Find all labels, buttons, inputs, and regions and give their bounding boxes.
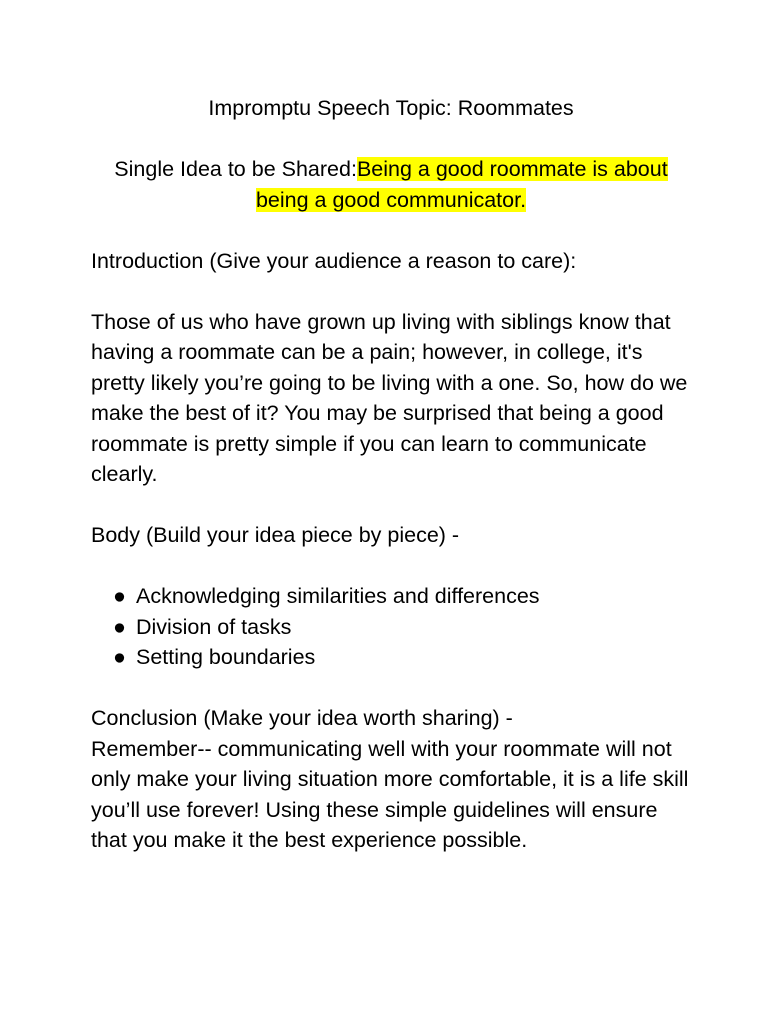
spacer <box>91 673 691 704</box>
spacer <box>91 490 691 521</box>
bullet-icon: ● <box>113 645 126 669</box>
spacer <box>91 124 691 155</box>
body-bullet-list <box>91 581 691 673</box>
list-item-text: Division of tasks <box>136 614 292 639</box>
introduction-paragraph: Those of us who have grown up living with siblings know that having a roommate can be a pain; however, in college, it's pretty likely you’re going to be living with a one. So, how do we make the best of it? You may be surprised that being a good roommate is pretty simple if you can learn to communicate clearly. <box>91 309 688 486</box>
body-heading: Body (Build your idea piece by piece) - <box>91 523 460 547</box>
bullet-icon: ● <box>113 584 126 608</box>
spacer <box>91 276 691 307</box>
bullet-icon: ● <box>113 614 126 639</box>
list-item <box>113 612 691 643</box>
conclusion-paragraph: Remember-- communicating well with your roommate will not only make your living situation more comfortable, it is a life skill you’ll use forever! Using these simple guidelines will ensure that you make it the best experience possible. <box>91 736 689 852</box>
conclusion-heading: Conclusion (Make your idea worth sharing) - <box>91 706 513 730</box>
single-idea-highlight-line1: Being a good roommate is about <box>356 157 668 181</box>
single-idea <box>91 154 691 215</box>
introduction-heading: Introduction (Give your audience a reason to care): <box>91 248 577 273</box>
list-item <box>113 581 691 612</box>
speech-title: Impromptu Speech Topic: Roommates <box>208 96 574 120</box>
single-idea-label: Single Idea to be Shared: <box>114 157 357 181</box>
list-item-text: Acknowledging similarities and differences <box>136 584 540 608</box>
single-idea-highlight-line2: being a good communicator. <box>255 187 527 212</box>
list-item <box>113 642 691 673</box>
spacer <box>91 215 691 246</box>
document-content <box>91 93 691 856</box>
list-item-text: Setting boundaries <box>136 645 316 669</box>
spacer <box>91 551 691 582</box>
